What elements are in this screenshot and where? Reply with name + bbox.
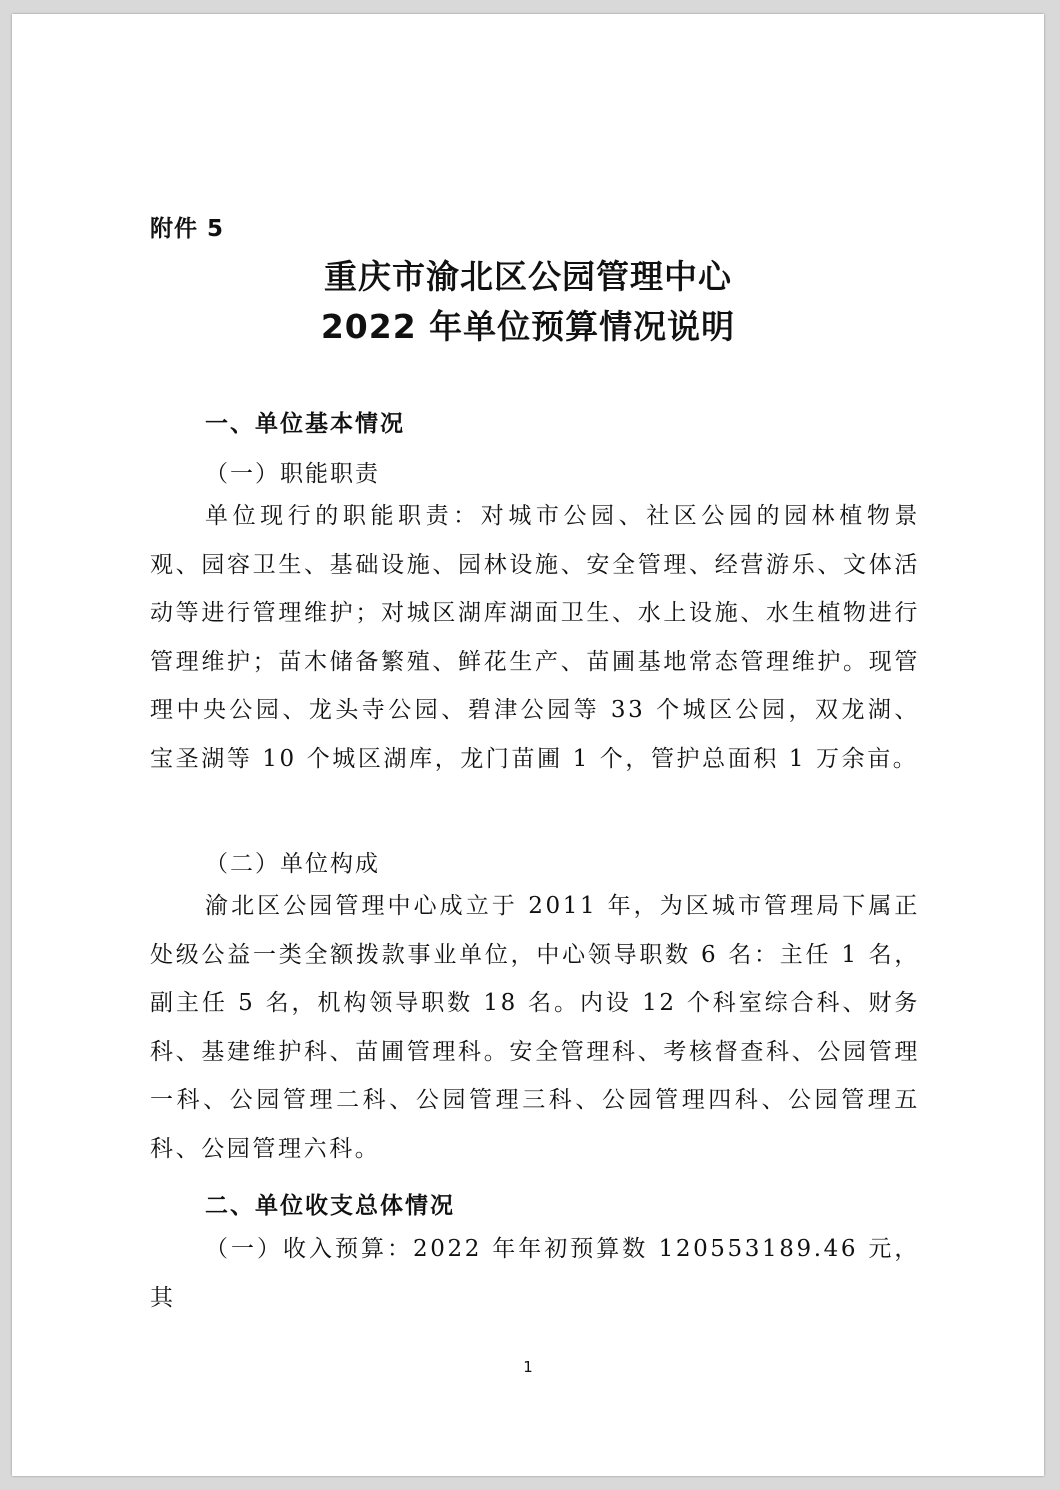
document-title-line1: 重庆市渝北区公园管理中心 [324,257,732,296]
section1-sub1-paragraph: 单位现行的职能职责：对城市公园、社区公园的园林植物景观、园容卫生、基础设施、园林设施、安全管理、经营游乐、文体活动等进行管理维护；对城区湖库湖面卫生、水上设施、水生植物进行管理维护；苗木储备繁殖、鲜花生产、苗圃基地常态管理维护。现管理中央公园、龙头寺公园、碧津公园等 33 个城区公园，双龙湖、宝圣湖等 10 个城区湖库，龙门苗圃 1 个，管护总面积 1 万余亩。 [150,503,920,772]
section1-heading: 一、单位基本情况 [205,411,405,437]
section2-sub1-paragraph: （一）收入预算：2022 年年初预算数 120553189.46 元，其 [150,1236,920,1311]
document-page [12,14,1044,1476]
section2-heading: 二、单位收支总体情况 [205,1193,455,1219]
section1-sub1-heading: （一）职能职责 [205,461,380,487]
attachment-label: 附件 5 [150,216,225,242]
section1-sub2-paragraph: 渝北区公园管理中心成立于 2011 年，为区城市管理局下属正处级公益一类全额拨款事业单位，中心领导职数 6 名：主任 1 名，副主任 5 名，机构领导职数 18 名。内设 12 个科室综合科、财务科、基建维护科、苗圃管理科。安全管理科、考核督查科、公园管理一科、公园管理二科、公园管理三科、公园管理四科、公园管理五科、公园管理六科。 [150,893,920,1162]
document-title-line2: 2022 年单位预算情况说明 [320,307,736,346]
section1-sub2-heading: （二）单位构成 [205,851,380,877]
page-number: 1 [523,1358,533,1376]
